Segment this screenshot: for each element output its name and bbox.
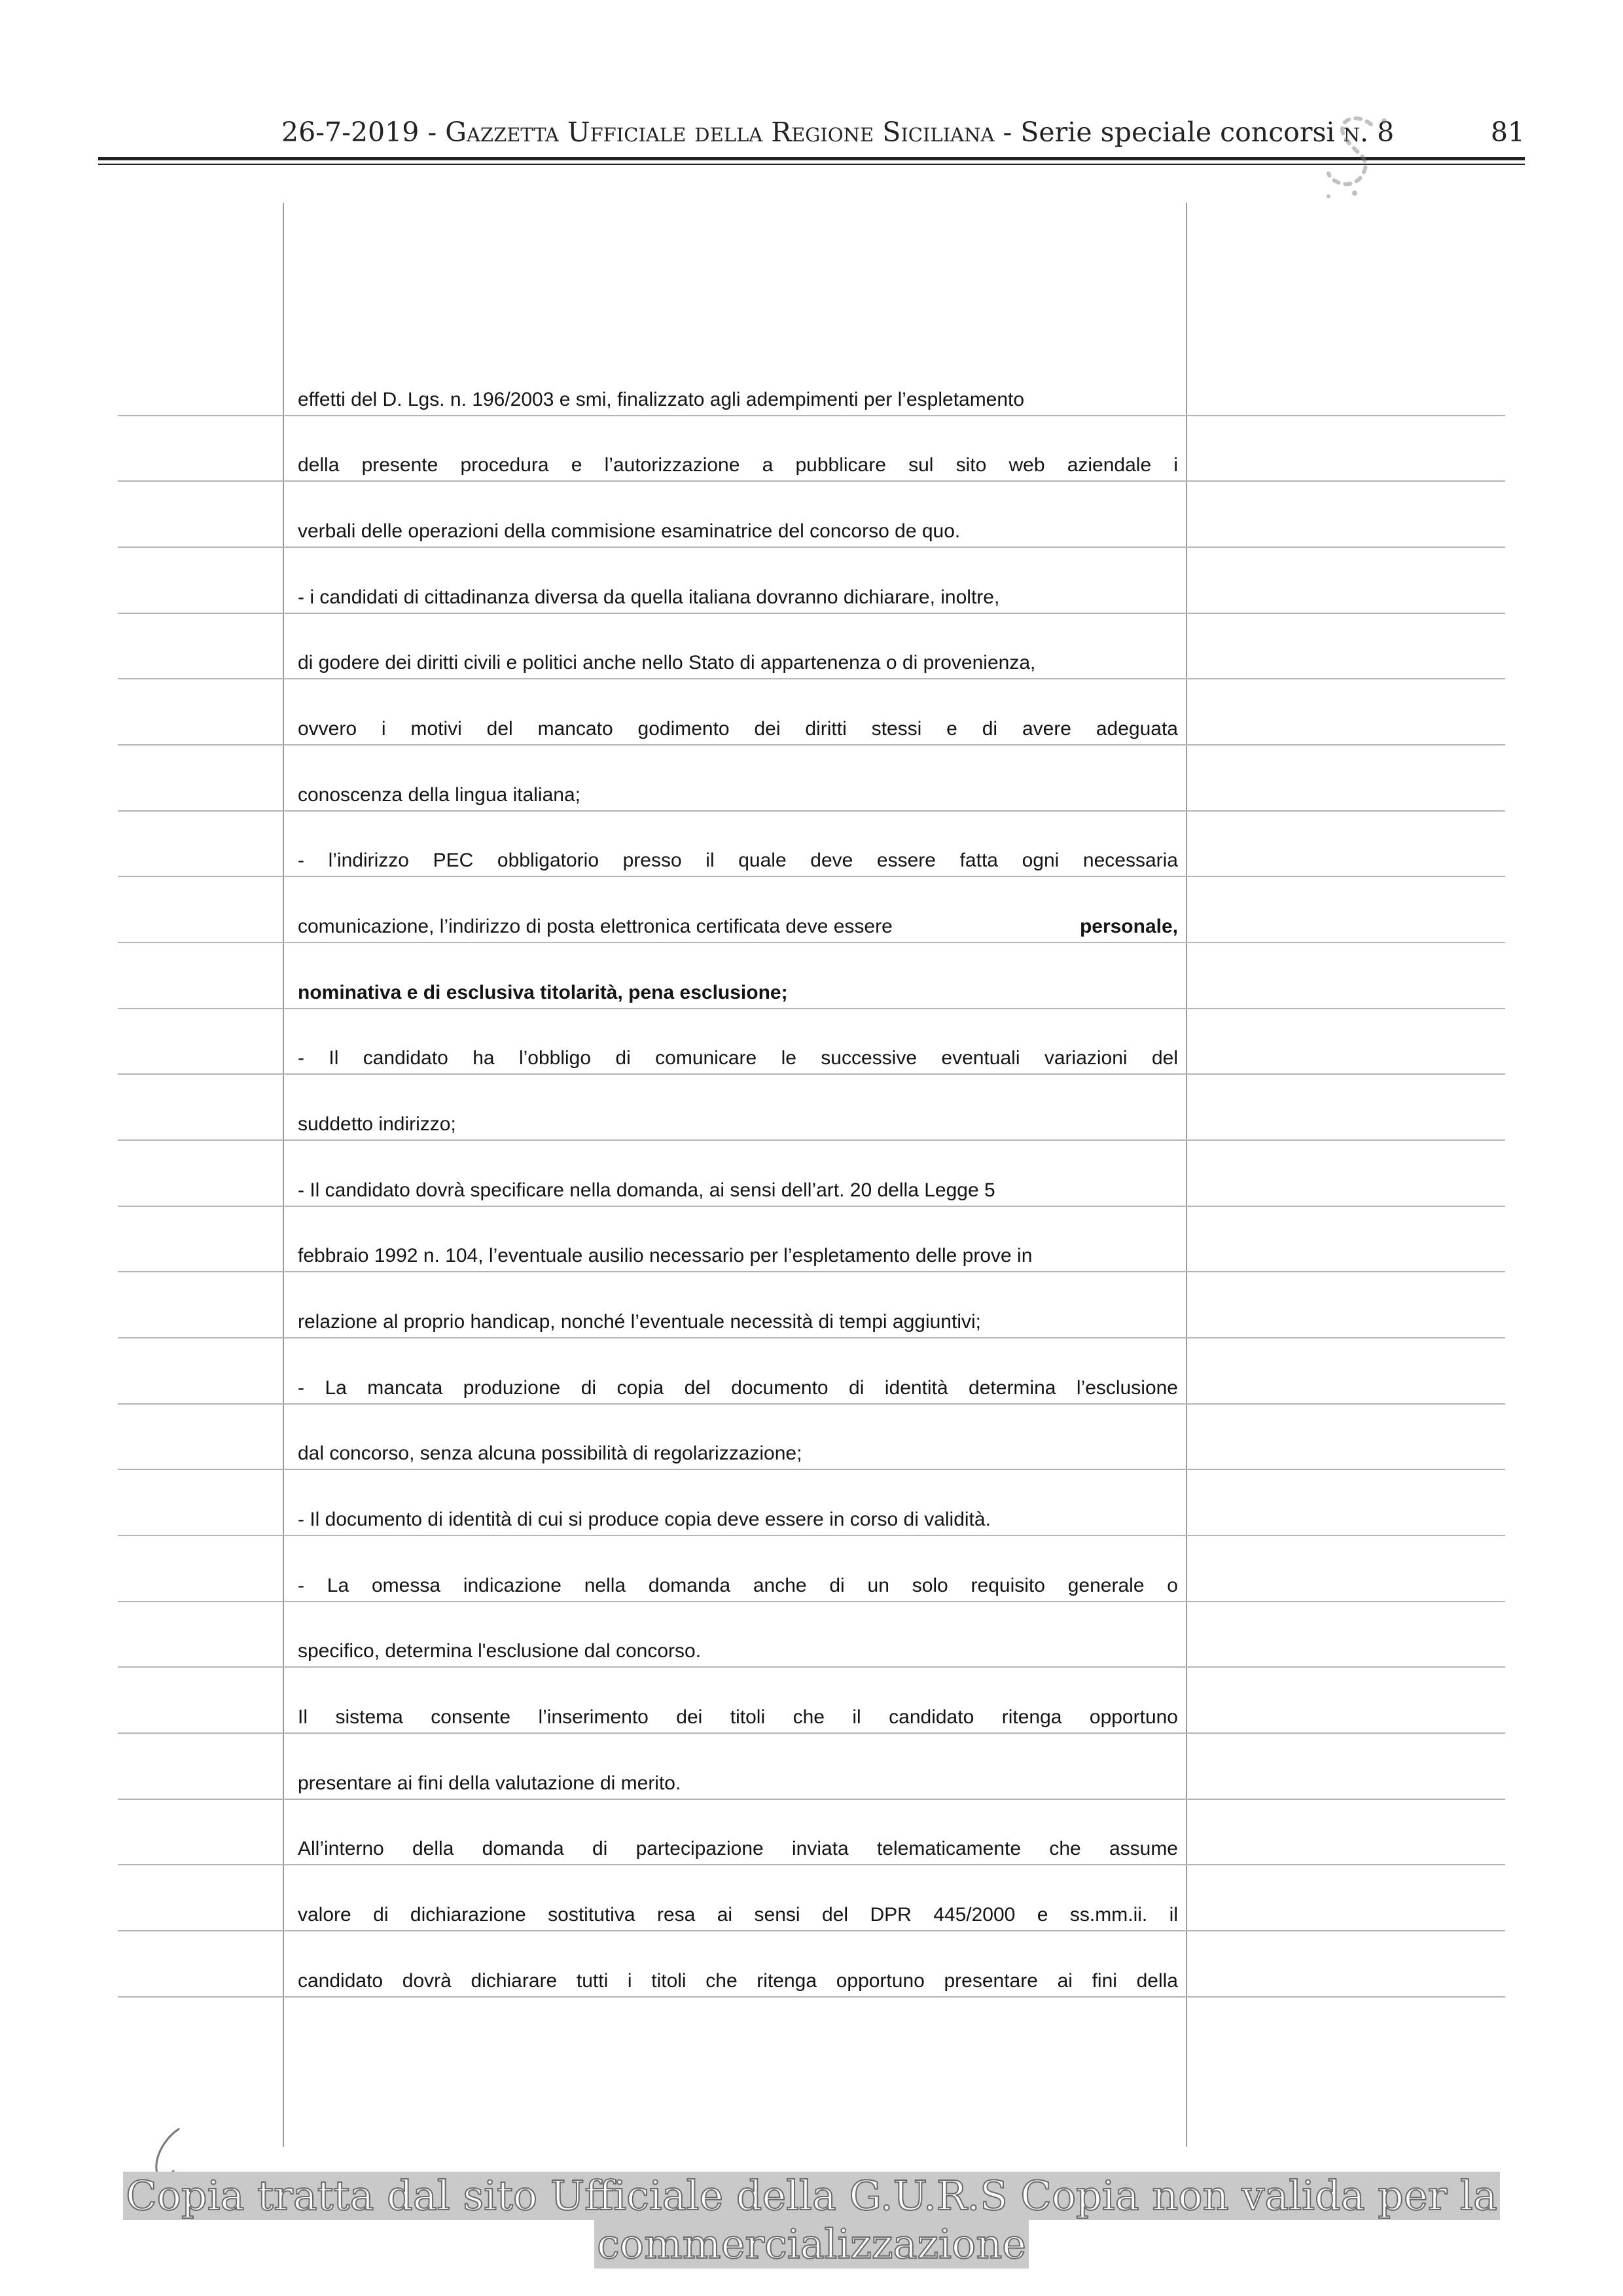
ruled-line [118,480,1505,482]
ruled-line [118,1008,1505,1009]
ruled-line [118,1271,1505,1272]
ruled-line [118,942,1505,943]
ruled-line [118,810,1505,812]
ruled-line [118,1139,1505,1141]
header-issue-number: 8 [1368,117,1395,148]
ruled-line [118,1535,1505,1536]
text-line: Il sistema consente l’inserimento dei titoli che il candidato ritenga opportuno [298,1706,1178,1728]
text-line: conoscenza della lingua italiana; [298,784,580,806]
text-line: - l’indirizzo PEC obbligatorio presso il quale deve essere fatta ogni necessaria [298,850,1178,871]
text-line: effetti del D. Lgs. n. 196/2003 e smi, finalizzato agli adempimenti per l’espletamento [298,389,1025,410]
text-line: di godere dei diritti civili e politici anche nello Stato di appartenenza o di provenienza, [298,652,1036,673]
text-segment-bold: personale, [1079,916,1178,937]
text-line: relazione al proprio handicap, nonché l’eventuale necessità di tempi aggiuntivi; [298,1311,981,1333]
text-line: specifico, determina l'esclusione dal concorso. [298,1640,702,1662]
ruled-line [118,1206,1505,1207]
footer-watermark [0,2172,1623,2269]
header-series: - Serie speciale concorsi [994,117,1344,148]
ruled-line [118,1666,1505,1668]
text-line: - La omessa indicazione nella domanda anche di un solo requisito generale o [298,1575,1178,1596]
text-line: suddetto indirizzo; [298,1113,456,1135]
text-line: ovvero i motivi del mancato godimento dei diritti stessi e di avere adeguata [298,718,1178,740]
ruled-line [118,1469,1505,1470]
text-line-bold: nominativa e di esclusiva titolarità, pena esclusione; [298,982,788,1003]
ruled-line [118,1996,1505,1998]
text-segment: comunicazione, l’indirizzo di posta elettronica certificata deve essere [298,916,893,937]
text-line: della presente procedura e l’autorizzazione a pubblicare sul sito web aziendale i [298,454,1178,476]
header-publication: Gazzetta Ufficiale della Regione Siciliana [445,117,995,148]
text-line: - i candidati di cittadinanza diversa da quella italiana dovranno dichiarare, inoltre, [298,586,1000,608]
ruled-line [118,678,1505,679]
ruled-line [118,1799,1505,1800]
text-line: verbali delle operazioni della commisione esaminatrice del concorso de quo. [298,520,961,542]
text-line-mixed [298,913,1178,941]
text-line: presentare ai fini della valutazione di merito. [298,1772,681,1794]
text-line: candidato dovrà dichiarare tutti i titoli che ritenga opportuno presentare ai fini della [298,1970,1178,1992]
ruled-line [118,415,1505,416]
ruled-lines [118,0,1505,2296]
ruled-line [118,1732,1505,1734]
ruled-line [118,613,1505,614]
watermark-line-1: Copia tratta dal sito Ufficiale della G.U.R.S Copia non valida per la [123,2172,1500,2220]
ruled-line [118,1337,1505,1338]
watermark-line-2: commercializzazione [594,2220,1029,2269]
text-line: - Il candidato dovrà specificare nella domanda, ai sensi dell’art. 20 della Legge 5 [298,1179,995,1201]
ruled-line [118,1601,1505,1602]
text-line: febbraio 1992 n. 104, l’eventuale ausilio necessario per l’espletamento delle prove in [298,1245,1033,1266]
text-line: - La mancata produzione di copia del documento di identità determina l’esclusione [298,1377,1178,1399]
text-line: valore di dichiarazione sostitutiva resa ai sensi del DPR 445/2000 e ss.mm.ii. il [298,1904,1178,1926]
text-line: dal concorso, senza alcuna possibilità di regolarizzazione; [298,1443,802,1464]
ruled-line [118,547,1505,548]
ruled-line [118,876,1505,877]
ruled-line [118,744,1505,745]
text-line: All’interno della domanda di partecipazione inviata telematicamente che assume [298,1838,1178,1859]
text-line: - Il documento di identità di cui si produce copia deve essere in corso di validità. [298,1509,991,1530]
ruled-line [118,1864,1505,1865]
text-line: - Il candidato ha l’obbligo di comunicare le successive eventuali variazioni del [298,1047,1178,1069]
page-number: 81 [1490,117,1525,148]
header-issue-prefix: n. [1343,117,1369,148]
ruled-line [118,1073,1505,1075]
ruled-line [118,1930,1505,1931]
header-date: 26-7-2019 - [281,117,446,148]
ruled-line [118,1403,1505,1405]
